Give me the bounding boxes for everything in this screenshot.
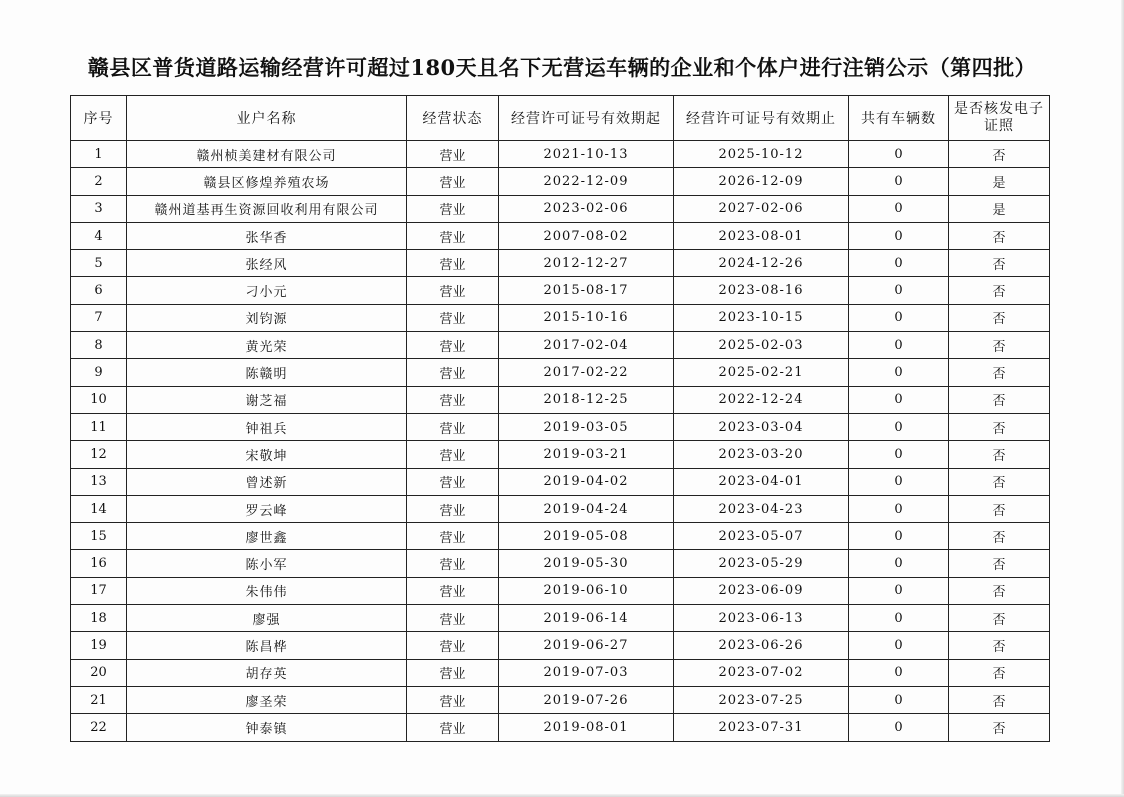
cell-end-date: 2023-06-26	[674, 632, 849, 659]
cell-ecert: 是	[949, 195, 1050, 222]
cell-vehicle-count: 0	[849, 468, 949, 495]
header-status: 经营状态	[407, 96, 499, 141]
cell-name: 赣州桢美建材有限公司	[127, 141, 407, 168]
cell-vehicle-count: 0	[849, 168, 949, 195]
cell-ecert: 否	[949, 495, 1050, 522]
cell-name: 廖世鑫	[127, 523, 407, 550]
cell-index: 22	[71, 714, 127, 741]
cell-end-date: 2023-06-13	[674, 605, 849, 632]
cell-ecert: 否	[949, 359, 1050, 386]
cell-index: 9	[71, 359, 127, 386]
cell-index: 13	[71, 468, 127, 495]
cell-name: 朱伟伟	[127, 577, 407, 604]
cell-end-date: 2023-07-25	[674, 686, 849, 713]
cell-name: 廖强	[127, 605, 407, 632]
table-row	[71, 304, 1050, 331]
cell-name: 刁小元	[127, 277, 407, 304]
cell-start-date: 2021-10-13	[499, 141, 674, 168]
cell-vehicle-count: 0	[849, 222, 949, 249]
cell-status: 营业	[407, 250, 499, 277]
cell-start-date: 2017-02-04	[499, 332, 674, 359]
table-body	[71, 141, 1050, 742]
table-row	[71, 550, 1050, 577]
cell-status: 营业	[407, 714, 499, 741]
cell-start-date: 2019-06-14	[499, 605, 674, 632]
cell-start-date: 2019-06-10	[499, 577, 674, 604]
cell-end-date: 2023-10-15	[674, 304, 849, 331]
cell-start-date: 2015-10-16	[499, 304, 674, 331]
table-row	[71, 605, 1050, 632]
cell-vehicle-count: 0	[849, 332, 949, 359]
cell-ecert: 否	[949, 659, 1050, 686]
cell-vehicle-count: 0	[849, 686, 949, 713]
cell-vehicle-count: 0	[849, 141, 949, 168]
header-index: 序号	[71, 96, 127, 141]
cell-index: 21	[71, 686, 127, 713]
cell-ecert: 否	[949, 277, 1050, 304]
header-end-date: 经营许可证号有效期止	[674, 96, 849, 141]
cell-index: 14	[71, 495, 127, 522]
cell-ecert: 否	[949, 441, 1050, 468]
table-row	[71, 523, 1050, 550]
cell-name: 张华香	[127, 222, 407, 249]
cell-name: 黄光荣	[127, 332, 407, 359]
table-row	[71, 686, 1050, 713]
cell-ecert: 是	[949, 168, 1050, 195]
cell-status: 营业	[407, 550, 499, 577]
cell-vehicle-count: 0	[849, 605, 949, 632]
cell-start-date: 2007-08-02	[499, 222, 674, 249]
cell-end-date: 2023-04-01	[674, 468, 849, 495]
cell-end-date: 2023-06-09	[674, 577, 849, 604]
cell-start-date: 2019-07-03	[499, 659, 674, 686]
cell-end-date: 2023-05-29	[674, 550, 849, 577]
cell-end-date: 2024-12-26	[674, 250, 849, 277]
cell-ecert: 否	[949, 550, 1050, 577]
cell-start-date: 2019-04-24	[499, 495, 674, 522]
table-header-row	[71, 96, 1050, 141]
cell-status: 营业	[407, 441, 499, 468]
cell-status: 营业	[407, 141, 499, 168]
cell-vehicle-count: 0	[849, 195, 949, 222]
cell-status: 营业	[407, 577, 499, 604]
cell-end-date: 2025-10-12	[674, 141, 849, 168]
table-row	[71, 168, 1050, 195]
cell-vehicle-count: 0	[849, 304, 949, 331]
cell-end-date: 2023-08-01	[674, 222, 849, 249]
cell-start-date: 2019-03-21	[499, 441, 674, 468]
cell-ecert: 否	[949, 632, 1050, 659]
cell-ecert: 否	[949, 523, 1050, 550]
cell-index: 18	[71, 605, 127, 632]
cell-vehicle-count: 0	[849, 577, 949, 604]
cell-index: 4	[71, 222, 127, 249]
cell-vehicle-count: 0	[849, 659, 949, 686]
cell-end-date: 2023-03-20	[674, 441, 849, 468]
table-row	[71, 441, 1050, 468]
cell-ecert: 否	[949, 250, 1050, 277]
table-row	[71, 659, 1050, 686]
cell-name: 赣州道基再生资源回收利用有限公司	[127, 195, 407, 222]
header-ecert: 是否核发电子证照	[949, 96, 1050, 141]
cell-ecert: 否	[949, 577, 1050, 604]
cell-ecert: 否	[949, 413, 1050, 440]
table-row	[71, 468, 1050, 495]
cell-end-date: 2022-12-24	[674, 386, 849, 413]
cell-start-date: 2023-02-06	[499, 195, 674, 222]
cell-vehicle-count: 0	[849, 359, 949, 386]
cell-ecert: 否	[949, 222, 1050, 249]
cell-start-date: 2019-05-30	[499, 550, 674, 577]
cell-index: 5	[71, 250, 127, 277]
table-row	[71, 577, 1050, 604]
cell-end-date: 2026-12-09	[674, 168, 849, 195]
cell-vehicle-count: 0	[849, 495, 949, 522]
cell-index: 12	[71, 441, 127, 468]
cell-name: 胡存英	[127, 659, 407, 686]
cell-index: 6	[71, 277, 127, 304]
cell-end-date: 2025-02-21	[674, 359, 849, 386]
cell-name: 陈昌桦	[127, 632, 407, 659]
cell-index: 7	[71, 304, 127, 331]
registry-table	[70, 95, 1050, 742]
cell-vehicle-count: 0	[849, 386, 949, 413]
cell-ecert: 否	[949, 304, 1050, 331]
cell-start-date: 2022-12-09	[499, 168, 674, 195]
cell-end-date: 2027-02-06	[674, 195, 849, 222]
cell-vehicle-count: 0	[849, 413, 949, 440]
cell-status: 营业	[407, 222, 499, 249]
cell-status: 营业	[407, 523, 499, 550]
cell-index: 16	[71, 550, 127, 577]
cell-vehicle-count: 0	[849, 550, 949, 577]
cell-vehicle-count: 0	[849, 441, 949, 468]
cell-name: 谢芝福	[127, 386, 407, 413]
cell-end-date: 2023-05-07	[674, 523, 849, 550]
cell-start-date: 2019-03-05	[499, 413, 674, 440]
cell-start-date: 2018-12-25	[499, 386, 674, 413]
cell-vehicle-count: 0	[849, 250, 949, 277]
cell-status: 营业	[407, 386, 499, 413]
cell-status: 营业	[407, 359, 499, 386]
cell-vehicle-count: 0	[849, 714, 949, 741]
cell-index: 20	[71, 659, 127, 686]
cell-index: 19	[71, 632, 127, 659]
cell-vehicle-count: 0	[849, 523, 949, 550]
cell-name: 廖圣荣	[127, 686, 407, 713]
cell-index: 1	[71, 141, 127, 168]
cell-end-date: 2023-03-04	[674, 413, 849, 440]
table-row	[71, 386, 1050, 413]
cell-name: 钟祖兵	[127, 413, 407, 440]
table-row	[71, 495, 1050, 522]
cell-ecert: 否	[949, 686, 1050, 713]
cell-start-date: 2015-08-17	[499, 277, 674, 304]
cell-status: 营业	[407, 304, 499, 331]
table-row	[71, 277, 1050, 304]
table-row	[71, 714, 1050, 741]
cell-end-date: 2023-07-31	[674, 714, 849, 741]
cell-name: 陈赣明	[127, 359, 407, 386]
cell-start-date: 2019-07-26	[499, 686, 674, 713]
cell-status: 营业	[407, 195, 499, 222]
cell-ecert: 否	[949, 332, 1050, 359]
table-row	[71, 632, 1050, 659]
cell-ecert: 否	[949, 714, 1050, 741]
cell-name: 刘钧源	[127, 304, 407, 331]
cell-index: 15	[71, 523, 127, 550]
cell-status: 营业	[407, 277, 499, 304]
cell-name: 赣县区修煌养殖农场	[127, 168, 407, 195]
cell-name: 罗云峰	[127, 495, 407, 522]
cell-vehicle-count: 0	[849, 277, 949, 304]
cell-name: 曾述新	[127, 468, 407, 495]
document-title: 赣县区普货道路运输经营许可超过180天且名下无营运车辆的企业和个体户进行注销公示（第四批）	[87, 55, 1037, 80]
cell-status: 营业	[407, 413, 499, 440]
table-row	[71, 250, 1050, 277]
cell-end-date: 2023-04-23	[674, 495, 849, 522]
cell-start-date: 2019-06-27	[499, 632, 674, 659]
cell-start-date: 2017-02-22	[499, 359, 674, 386]
cell-status: 营业	[407, 632, 499, 659]
cell-status: 营业	[407, 468, 499, 495]
cell-name: 宋敬坤	[127, 441, 407, 468]
cell-index: 17	[71, 577, 127, 604]
cell-index: 10	[71, 386, 127, 413]
table-row	[71, 195, 1050, 222]
table-row	[71, 222, 1050, 249]
table-row	[71, 332, 1050, 359]
cell-name: 钟泰镇	[127, 714, 407, 741]
cell-index: 3	[71, 195, 127, 222]
cell-status: 营业	[407, 686, 499, 713]
cell-end-date: 2025-02-03	[674, 332, 849, 359]
cell-status: 营业	[407, 332, 499, 359]
table-row	[71, 359, 1050, 386]
cell-vehicle-count: 0	[849, 632, 949, 659]
cell-start-date: 2019-05-08	[499, 523, 674, 550]
cell-status: 营业	[407, 168, 499, 195]
cell-start-date: 2019-04-02	[499, 468, 674, 495]
cell-ecert: 否	[949, 605, 1050, 632]
cell-index: 8	[71, 332, 127, 359]
header-vehicle-count: 共有车辆数	[849, 96, 949, 141]
cell-ecert: 否	[949, 141, 1050, 168]
cell-name: 陈小军	[127, 550, 407, 577]
header-start-date: 经营许可证号有效期起	[499, 96, 674, 141]
table-row	[71, 413, 1050, 440]
cell-name: 张经风	[127, 250, 407, 277]
cell-index: 11	[71, 413, 127, 440]
cell-ecert: 否	[949, 468, 1050, 495]
cell-status: 营业	[407, 495, 499, 522]
cell-end-date: 2023-07-02	[674, 659, 849, 686]
cell-status: 营业	[407, 659, 499, 686]
cell-end-date: 2023-08-16	[674, 277, 849, 304]
header-name: 业户名称	[127, 96, 407, 141]
cell-index: 2	[71, 168, 127, 195]
cell-start-date: 2019-08-01	[499, 714, 674, 741]
cell-status: 营业	[407, 605, 499, 632]
cell-ecert: 否	[949, 386, 1050, 413]
cell-start-date: 2012-12-27	[499, 250, 674, 277]
table-row	[71, 141, 1050, 168]
